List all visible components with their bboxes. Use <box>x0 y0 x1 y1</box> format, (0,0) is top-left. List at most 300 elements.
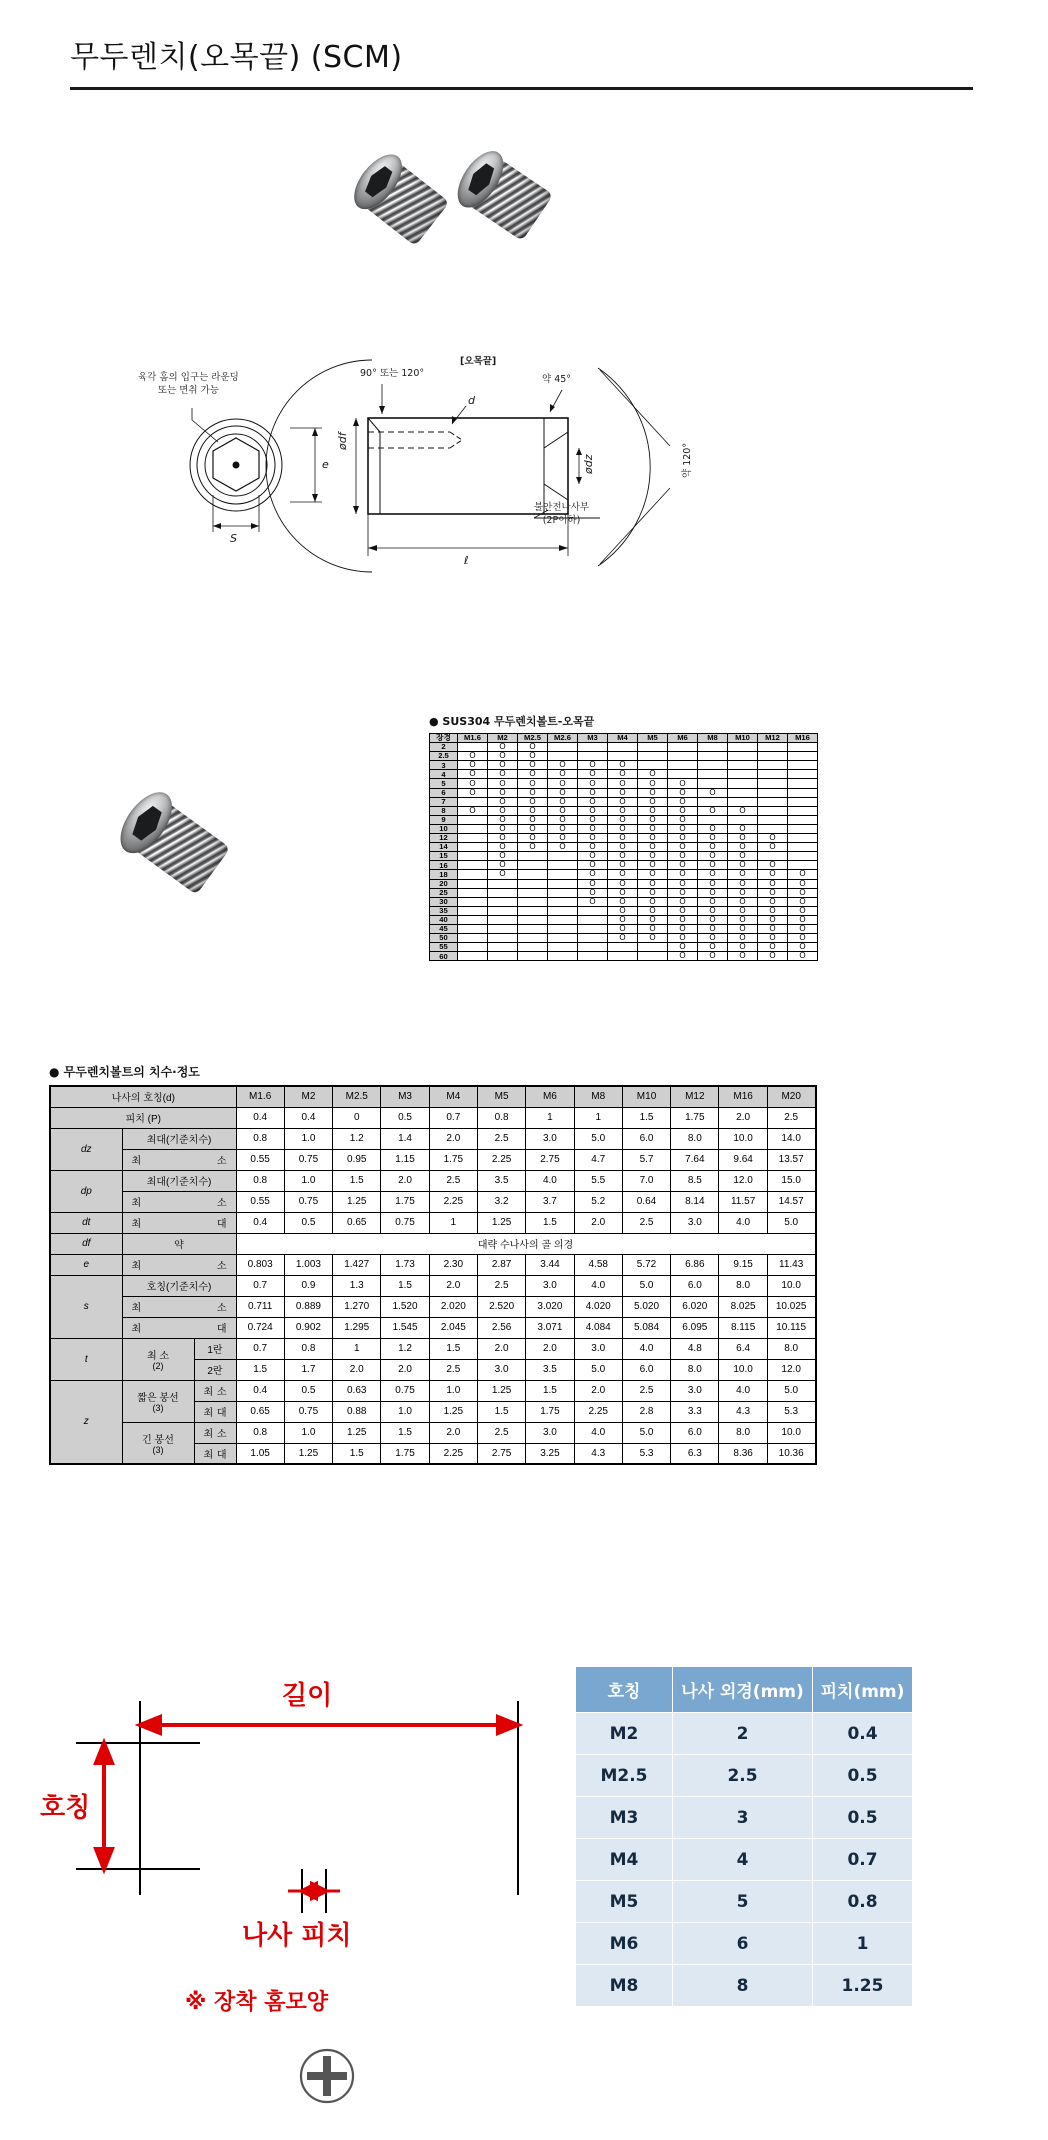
matrix-row <box>430 888 818 897</box>
matrix-available-mark: O <box>758 915 788 924</box>
matrix-empty-cell <box>788 761 818 770</box>
dims-row-dp-min <box>50 1191 816 1212</box>
matrix-row <box>430 870 818 879</box>
matrix-empty-cell <box>548 852 578 861</box>
cell: 2.0 <box>477 1338 525 1359</box>
dims-label-z: z <box>50 1380 122 1464</box>
matrix-available-mark: O <box>488 806 518 815</box>
matrix-col-m6: M6 <box>668 734 698 743</box>
matrix-available-mark: O <box>608 788 638 797</box>
matrix-empty-cell <box>488 943 518 952</box>
cell: 3.0 <box>477 1359 525 1380</box>
cell: 0.7 <box>236 1275 284 1296</box>
matrix-col-m2: M2 <box>488 734 518 743</box>
matrix-available-mark: O <box>518 770 548 779</box>
dims-row-dz-min <box>50 1149 816 1170</box>
cell: 0.75 <box>381 1380 429 1401</box>
matrix-empty-cell <box>548 952 578 961</box>
matrix-available-mark: O <box>578 788 608 797</box>
matrix-available-mark: O <box>698 852 728 861</box>
matrix-available-mark: O <box>578 852 608 861</box>
matrix-available-mark: O <box>668 952 698 961</box>
matrix-empty-cell <box>668 761 698 770</box>
dims-label-long-cone <box>122 1422 194 1464</box>
cell: 0.95 <box>333 1149 381 1170</box>
dims-col-m2.5: M2.5 <box>333 1086 381 1107</box>
cell: 2.5 <box>429 1359 477 1380</box>
dims-row-s-nominal <box>50 1275 816 1296</box>
matrix-empty-cell <box>608 943 638 952</box>
matrix-available-mark: O <box>728 879 758 888</box>
matrix-empty-cell <box>638 943 668 952</box>
cell: 0.5 <box>381 1107 429 1128</box>
matrix-empty-cell <box>488 952 518 961</box>
dims-label-dp: dp <box>50 1170 122 1212</box>
matrix-available-mark: O <box>638 834 668 843</box>
cell: 1.0 <box>284 1170 332 1191</box>
matrix-available-mark: O <box>578 870 608 879</box>
matrix-col-m16: M16 <box>788 734 818 743</box>
matrix-empty-cell <box>458 861 488 870</box>
drawing-label-approx-45: 약 45° <box>542 374 572 385</box>
matrix-empty-cell <box>758 806 788 815</box>
matrix-available-mark: O <box>578 770 608 779</box>
dims-label-t-min: 최 소 <box>146 1350 170 1362</box>
drawing-label-left-note: 육각 홈의 입구는 라운딩 또는 면취 가능 <box>138 372 239 396</box>
cell: 5.0 <box>767 1212 815 1233</box>
matrix-empty-cell <box>518 879 548 888</box>
matrix-available-mark: O <box>608 879 638 888</box>
cell: 1.3 <box>333 1275 381 1296</box>
blue-cell-outer-dia: 4 <box>673 1839 813 1881</box>
matrix-available-mark: O <box>608 861 638 870</box>
matrix-available-mark: O <box>668 861 698 870</box>
matrix-empty-cell <box>788 797 818 806</box>
blue-cell-outer-dia: 6 <box>673 1923 813 1965</box>
matrix-available-mark: O <box>608 815 638 824</box>
cell: 8.025 <box>719 1296 767 1317</box>
cell: 1.25 <box>477 1212 525 1233</box>
drawing-svg <box>130 350 930 580</box>
drawing-label-angle-top-left: 90° 또는 120° <box>360 368 425 379</box>
matrix-available-mark: O <box>668 806 698 815</box>
matrix-available-mark: O <box>638 824 668 833</box>
matrix-available-mark: O <box>698 870 728 879</box>
dims-label-short-cone <box>122 1380 194 1422</box>
cell: 1.7 <box>284 1359 332 1380</box>
matrix-available-mark: O <box>638 906 668 915</box>
cell: 3.7 <box>526 1191 574 1212</box>
matrix-available-mark: O <box>728 870 758 879</box>
matrix-length-label: 40 <box>430 915 458 924</box>
cell: 2.56 <box>477 1317 525 1338</box>
blue-cell-nominal: M2 <box>576 1713 673 1755</box>
matrix-available-mark: O <box>758 952 788 961</box>
matrix-available-mark: O <box>698 834 728 843</box>
matrix-available-mark: O <box>518 797 548 806</box>
cell: 10.0 <box>767 1275 815 1296</box>
cell: 1.520 <box>381 1296 429 1317</box>
matrix-length-label: 20 <box>430 879 458 888</box>
matrix-available-mark: O <box>638 806 668 815</box>
matrix-row <box>430 934 818 943</box>
matrix-empty-cell <box>458 870 488 879</box>
matrix-available-mark: O <box>518 815 548 824</box>
cell: 0.65 <box>333 1212 381 1233</box>
blue-cell-outer-dia: 3 <box>673 1797 813 1839</box>
cell: 10.115 <box>767 1317 815 1338</box>
cell: 5.2 <box>574 1191 622 1212</box>
drawing-label-incomplete-thread: 불안전나사부 (2P이하) <box>534 502 590 526</box>
matrix-empty-cell <box>458 834 488 843</box>
dims-row-e <box>50 1254 816 1275</box>
blue-table-body <box>576 1713 913 2007</box>
matrix-empty-cell <box>458 888 488 897</box>
cell: 0.9 <box>284 1275 332 1296</box>
matrix-available-mark: O <box>668 797 698 806</box>
matrix-empty-cell <box>458 843 488 852</box>
title-divider <box>70 87 973 90</box>
matrix-available-mark: O <box>458 770 488 779</box>
cell: 9.64 <box>719 1149 767 1170</box>
cell: 2.0 <box>381 1170 429 1191</box>
dims-label-e: e <box>50 1254 122 1275</box>
matrix-available-mark: O <box>548 788 578 797</box>
matrix-empty-cell <box>668 770 698 779</box>
matrix-header-row <box>430 734 818 743</box>
cell: 0.55 <box>236 1191 284 1212</box>
matrix-available-mark: O <box>668 779 698 788</box>
matrix-length-label: 55 <box>430 943 458 952</box>
matrix-available-mark: O <box>668 843 698 852</box>
cell: 1.5 <box>477 1401 525 1422</box>
matrix-available-mark: O <box>578 843 608 852</box>
matrix-available-mark: O <box>638 788 668 797</box>
matrix-empty-cell <box>758 779 788 788</box>
matrix-available-mark: O <box>608 934 638 943</box>
matrix-col-m4: M4 <box>608 734 638 743</box>
cell: 3.0 <box>671 1380 719 1401</box>
dims-sub-min: 최 소 <box>122 1296 236 1317</box>
cell: 2.0 <box>429 1275 477 1296</box>
matrix-available-mark: O <box>548 779 578 788</box>
cell: 0.75 <box>381 1212 429 1233</box>
blue-col-outer-dia: 나사 외경(mm) <box>673 1667 813 1713</box>
dims-sub-min: 최 소 <box>122 1254 236 1275</box>
blue-cell-pitch: 0.7 <box>813 1839 913 1881</box>
phillips-head-icon <box>297 2046 357 2106</box>
matrix-empty-cell <box>548 934 578 943</box>
matrix-row <box>430 952 818 961</box>
matrix-empty-cell <box>458 943 488 952</box>
cell: 0.8 <box>284 1338 332 1359</box>
matrix-empty-cell <box>458 906 488 915</box>
matrix-empty-cell <box>458 815 488 824</box>
cell: 2.0 <box>574 1212 622 1233</box>
matrix-available-mark: O <box>758 934 788 943</box>
matrix-empty-cell <box>788 779 818 788</box>
matrix-available-mark: O <box>638 770 668 779</box>
matrix-empty-cell <box>668 752 698 761</box>
matrix-available-mark: O <box>548 770 578 779</box>
matrix-length-label: 3 <box>430 761 458 770</box>
cell: 2.75 <box>477 1443 525 1464</box>
blue-cell-outer-dia: 2 <box>673 1713 813 1755</box>
cell: 1.5 <box>622 1107 670 1128</box>
cell: 2.30 <box>429 1254 477 1275</box>
blue-col-pitch: 피치(mm) <box>813 1667 913 1713</box>
matrix-available-mark: O <box>698 934 728 943</box>
matrix-available-mark: O <box>728 915 758 924</box>
matrix-length-label: 15 <box>430 852 458 861</box>
matrix-length-label: 6 <box>430 788 458 797</box>
matrix-col-m3: M3 <box>578 734 608 743</box>
matrix-empty-cell <box>788 743 818 752</box>
cell: 1.75 <box>381 1191 429 1212</box>
matrix-empty-cell <box>698 797 728 806</box>
cell: 3.0 <box>671 1212 719 1233</box>
cell: 0.63 <box>333 1380 381 1401</box>
matrix-empty-cell <box>488 897 518 906</box>
matrix-empty-cell <box>458 824 488 833</box>
blue-cell-outer-dia: 2.5 <box>673 1755 813 1797</box>
matrix-available-mark: O <box>488 824 518 833</box>
matrix-available-mark: O <box>728 888 758 897</box>
matrix-available-mark: O <box>608 797 638 806</box>
cell: 0.5 <box>284 1380 332 1401</box>
matrix-available-mark: O <box>788 934 818 943</box>
cell: 1.427 <box>333 1254 381 1275</box>
matrix-available-mark: O <box>578 879 608 888</box>
matrix-length-label: 50 <box>430 934 458 943</box>
matrix-available-mark: O <box>488 870 518 879</box>
cell: 0.75 <box>284 1149 332 1170</box>
dims-label-t-note: (2) <box>152 1360 164 1371</box>
drawing-label-cup-point: [오목끝] <box>460 356 497 367</box>
dims-col-m3: M3 <box>381 1086 429 1107</box>
matrix-available-mark: O <box>578 797 608 806</box>
matrix-empty-cell <box>578 906 608 915</box>
blue-cell-pitch: 0.5 <box>813 1797 913 1839</box>
cell: 0.8 <box>477 1107 525 1128</box>
matrix-empty-cell <box>518 915 548 924</box>
dims-label-rank1: 1란 <box>194 1338 236 1359</box>
matrix-available-mark: O <box>698 915 728 924</box>
matrix-available-mark: O <box>608 761 638 770</box>
matrix-empty-cell <box>728 761 758 770</box>
cell: 1.5 <box>333 1443 381 1464</box>
matrix-available-mark: O <box>458 752 488 761</box>
cell: 1.05 <box>236 1443 284 1464</box>
matrix-length-label: 14 <box>430 843 458 852</box>
matrix-empty-cell <box>608 743 638 752</box>
cell: 1.270 <box>333 1296 381 1317</box>
matrix-available-mark: O <box>608 806 638 815</box>
cell: 0.55 <box>236 1149 284 1170</box>
blue-cell-nominal: M8 <box>576 1965 673 2007</box>
matrix-empty-cell <box>638 752 668 761</box>
dims-col-m12: M12 <box>671 1086 719 1107</box>
cell: 2.25 <box>574 1401 622 1422</box>
cell: 0 <box>333 1107 381 1128</box>
matrix-empty-cell <box>728 770 758 779</box>
cell: 2.5 <box>477 1275 525 1296</box>
cell: 5.3 <box>622 1443 670 1464</box>
dims-sub-min: 최 소 <box>194 1380 236 1401</box>
cell: 0.7 <box>236 1338 284 1359</box>
cell: 6.020 <box>671 1296 719 1317</box>
cell: 6.0 <box>671 1422 719 1443</box>
dims-col-m1.6: M1.6 <box>236 1086 284 1107</box>
cell: 1.25 <box>429 1401 477 1422</box>
matrix-empty-cell <box>758 752 788 761</box>
matrix-available-mark: O <box>668 824 698 833</box>
drawing-label-e: e <box>322 458 329 471</box>
cell: 2.5 <box>622 1380 670 1401</box>
engineering-drawing <box>130 350 930 580</box>
matrix-empty-cell <box>518 934 548 943</box>
matrix-available-mark: O <box>488 779 518 788</box>
cell: 4.7 <box>574 1149 622 1170</box>
dims-sub-min: 최 소 <box>194 1422 236 1443</box>
dims-label-rank2: 2란 <box>194 1359 236 1380</box>
matrix-available-mark: O <box>788 870 818 879</box>
matrix-available-mark: O <box>698 906 728 915</box>
matrix-empty-cell <box>638 952 668 961</box>
matrix-available-mark: O <box>518 834 548 843</box>
cell: 0.5 <box>284 1212 332 1233</box>
matrix-available-mark: O <box>488 815 518 824</box>
cell: 3.2 <box>477 1191 525 1212</box>
matrix-available-mark: O <box>548 761 578 770</box>
matrix-length-label: 35 <box>430 906 458 915</box>
annotation-nominal: 호칭 <box>40 1793 91 1823</box>
matrix-available-mark: O <box>758 906 788 915</box>
matrix-col-m2.5: M2.5 <box>518 734 548 743</box>
product-photo-single <box>120 800 250 900</box>
dims-label-pitch: 피치 (P) <box>50 1107 236 1128</box>
matrix-available-mark: O <box>668 788 698 797</box>
matrix-available-mark: O <box>488 788 518 797</box>
cell: 3.25 <box>526 1443 574 1464</box>
matrix-available-mark: O <box>638 815 668 824</box>
matrix-corner-label: 장경 <box>430 734 458 743</box>
matrix-available-mark: O <box>728 824 758 833</box>
matrix-available-mark: O <box>638 870 668 879</box>
matrix-available-mark: O <box>638 843 668 852</box>
matrix-available-mark: O <box>638 861 668 870</box>
cell: 1 <box>429 1212 477 1233</box>
matrix-available-mark: O <box>548 806 578 815</box>
cell: 1.5 <box>333 1170 381 1191</box>
cell: 2.5 <box>429 1170 477 1191</box>
matrix-available-mark: O <box>758 879 788 888</box>
matrix-available-mark: O <box>698 788 728 797</box>
matrix-available-mark: O <box>488 770 518 779</box>
matrix-available-mark: O <box>728 806 758 815</box>
matrix-empty-cell <box>518 943 548 952</box>
cell: 2.5 <box>622 1212 670 1233</box>
cell: 3.44 <box>526 1254 574 1275</box>
cell: 1.0 <box>284 1422 332 1443</box>
matrix-empty-cell <box>698 779 728 788</box>
matrix-empty-cell <box>578 943 608 952</box>
matrix-length-label: 2.5 <box>430 752 458 761</box>
cell: 0.4 <box>236 1212 284 1233</box>
cell: 0.889 <box>284 1296 332 1317</box>
matrix-row <box>430 743 818 752</box>
cell: 1.545 <box>381 1317 429 1338</box>
blue-cell-pitch: 1 <box>813 1923 913 1965</box>
dims-sub-max: 최 대 <box>122 1317 236 1338</box>
matrix-length-label: 4 <box>430 770 458 779</box>
dims-col-m20: M20 <box>767 1086 815 1107</box>
matrix-empty-cell <box>548 897 578 906</box>
cell: 3.5 <box>477 1170 525 1191</box>
matrix-col-m8: M8 <box>698 734 728 743</box>
cell: 2.25 <box>429 1443 477 1464</box>
drawing-label-s: S <box>230 532 237 545</box>
dims-sub-max: 최 대 <box>122 1212 236 1233</box>
blue-header-row <box>576 1667 913 1713</box>
cell: 12.0 <box>767 1359 815 1380</box>
cell: 15.0 <box>767 1170 815 1191</box>
dims-col-m6: M6 <box>526 1086 574 1107</box>
cell: 1.003 <box>284 1254 332 1275</box>
cell: 0.711 <box>236 1296 284 1317</box>
matrix-available-mark: O <box>668 934 698 943</box>
dims-label-dz: dz <box>50 1128 122 1170</box>
dims-label-dt: dt <box>50 1212 122 1233</box>
matrix-available-mark: O <box>518 743 548 752</box>
matrix-available-mark: O <box>758 897 788 906</box>
matrix-available-mark: O <box>758 861 788 870</box>
matrix-available-mark: O <box>758 870 788 879</box>
matrix-empty-cell <box>788 788 818 797</box>
matrix-empty-cell <box>488 879 518 888</box>
cell: 5.3 <box>767 1401 815 1422</box>
cell: 1.73 <box>381 1254 429 1275</box>
matrix-available-mark: O <box>668 870 698 879</box>
cell: 1.0 <box>429 1380 477 1401</box>
matrix-available-mark: O <box>608 824 638 833</box>
matrix-available-mark: O <box>698 897 728 906</box>
cell: 1.5 <box>429 1338 477 1359</box>
cell: 6.4 <box>719 1338 767 1359</box>
cell: 1 <box>333 1338 381 1359</box>
cell: 5.0 <box>767 1380 815 1401</box>
blue-table-row <box>576 1713 913 1755</box>
matrix-available-mark: O <box>668 924 698 933</box>
matrix-empty-cell <box>518 924 548 933</box>
matrix-empty-cell <box>518 952 548 961</box>
matrix-available-mark: O <box>728 861 758 870</box>
cell: 5.020 <box>622 1296 670 1317</box>
matrix-available-mark: O <box>518 779 548 788</box>
cell: 0.724 <box>236 1317 284 1338</box>
matrix-row <box>430 797 818 806</box>
cell: 2.0 <box>333 1359 381 1380</box>
dims-label-t-minnote <box>122 1338 194 1380</box>
matrix-empty-cell <box>698 743 728 752</box>
matrix-available-mark: O <box>698 924 728 933</box>
dimensions-section <box>49 1063 817 1465</box>
cell: 0.4 <box>236 1107 284 1128</box>
dims-label-t: t <box>50 1338 122 1380</box>
matrix-available-mark: O <box>638 852 668 861</box>
matrix-available-mark: O <box>548 815 578 824</box>
matrix-length-label: 8 <box>430 806 458 815</box>
